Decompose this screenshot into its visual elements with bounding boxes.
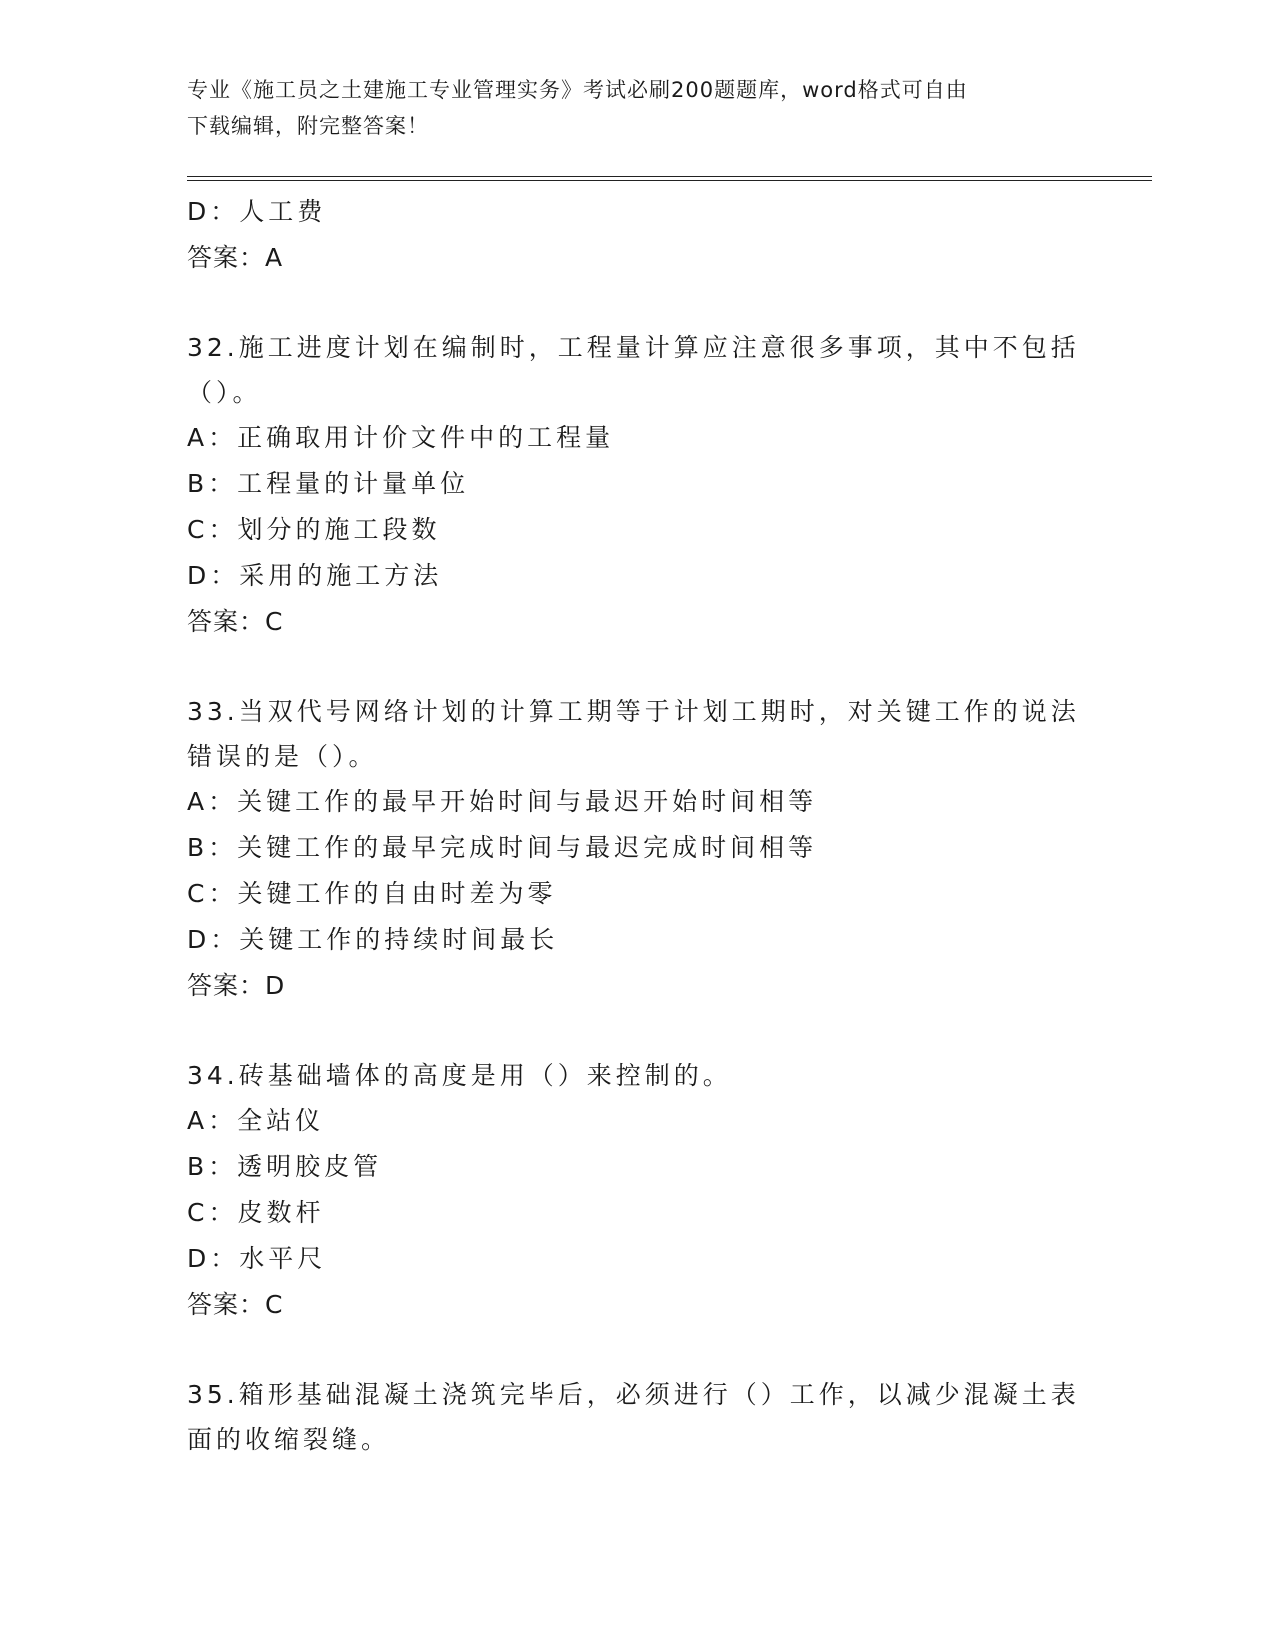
question-stem: 34.砖基础墙体的高度是用（）来控制的。 [187, 1061, 732, 1090]
question-stem: （）。 [187, 378, 262, 407]
question-stem: 33.当双代号网络计划的计算工期等于计划工期时，对关键工作的说法 [187, 697, 1080, 726]
option-b: B：工程量的计量单位 [187, 469, 470, 498]
option-c: C：皮数杆 [187, 1198, 325, 1227]
option-a: A：正确取用计价文件中的工程量 [187, 423, 615, 452]
option-c: C：关键工作的自由时差为零 [187, 879, 557, 908]
question-32 [187, 325, 1087, 645]
carry-over-question [187, 189, 1087, 281]
document-header [187, 72, 1087, 144]
question-stem: 面的收缩裂缝。 [187, 1425, 391, 1454]
question-34 [187, 1053, 1087, 1328]
question-stem: 错误的是（）。 [187, 742, 378, 771]
question-stem: 32.施工进度计划在编制时，工程量计算应注意很多事项，其中不包括 [187, 333, 1080, 362]
question-list [187, 189, 1087, 1462]
header-line-1: 专业《施工员之土建施工专业管理实务》考试必刷200题题库，word格式可自由 [187, 78, 968, 102]
answer-line: 答案：A [187, 243, 284, 272]
header-divider [187, 176, 1152, 181]
option-a: A：关键工作的最早开始时间与最迟开始时间相等 [187, 787, 818, 816]
answer-line: 答案：C [187, 1290, 284, 1319]
option-d: D：人工费 [187, 197, 327, 226]
question-stem: 35.箱形基础混凝土浇筑完毕后，必须进行（）工作，以减少混凝土表 [187, 1380, 1080, 1409]
option-b: B：关键工作的最早完成时间与最迟完成时间相等 [187, 833, 818, 862]
question-35 [187, 1372, 1087, 1462]
answer-line: 答案：D [187, 971, 286, 1000]
option-c: C：划分的施工段数 [187, 515, 441, 544]
answer-line: 答案：C [187, 607, 284, 636]
option-d: D：关键工作的持续时间最长 [187, 925, 559, 954]
option-a: A：全站仪 [187, 1106, 325, 1135]
option-d: D：水平尺 [187, 1244, 327, 1273]
question-33 [187, 689, 1087, 1009]
option-b: B：透明胶皮管 [187, 1152, 383, 1181]
header-line-2: 下载编辑，附完整答案！ [187, 114, 429, 138]
option-d: D：采用的施工方法 [187, 561, 443, 590]
